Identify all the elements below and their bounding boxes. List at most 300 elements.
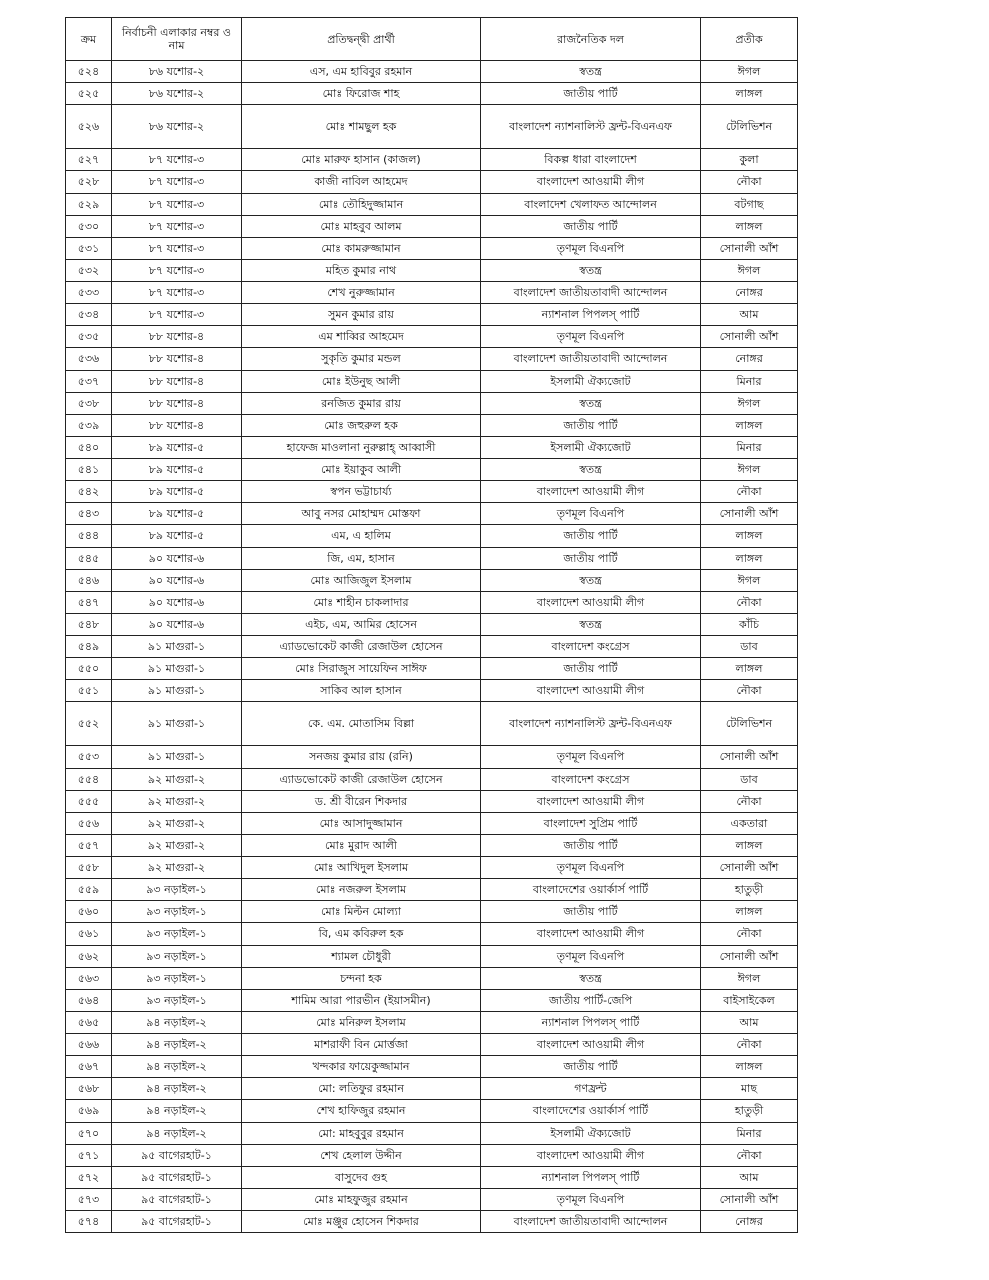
cell-party: ইসলামী ঐক্যজোট bbox=[481, 436, 701, 458]
table-row bbox=[66, 370, 798, 392]
cell-party: তৃণমূল বিএনপি bbox=[481, 746, 701, 768]
cell-candidate: মোঃ মনিরুল ইসলাম bbox=[242, 1011, 481, 1033]
cell-symbol: আম bbox=[701, 1011, 798, 1033]
cell-party: তৃণমূল বিএনপি bbox=[481, 945, 701, 967]
cell-serial: ৫২৭ bbox=[66, 149, 112, 171]
cell-serial: ৫৩৬ bbox=[66, 348, 112, 370]
cell-serial: ৫৭৩ bbox=[66, 1188, 112, 1210]
table-row bbox=[66, 259, 798, 281]
cell-constituency: ৯৪ নড়াইল-২ bbox=[112, 1011, 242, 1033]
table-row bbox=[66, 857, 798, 879]
cell-candidate: মোঃ নজরুল ইসলাম bbox=[242, 879, 481, 901]
cell-candidate: জি, এম, হাসান bbox=[242, 547, 481, 569]
cell-party: বাংলাদেশ কংগ্রেস bbox=[481, 636, 701, 658]
cell-candidate: বাসুদেব গুহ bbox=[242, 1166, 481, 1188]
table-row bbox=[66, 923, 798, 945]
table-row bbox=[66, 1011, 798, 1033]
cell-party: জাতীয় পার্টি bbox=[481, 83, 701, 105]
cell-candidate: মোঃ ইয়াকুব আলী bbox=[242, 459, 481, 481]
table-row bbox=[66, 414, 798, 436]
cell-serial: ৫৫৩ bbox=[66, 746, 112, 768]
cell-symbol: সোনালী আঁশ bbox=[701, 503, 798, 525]
cell-symbol: সোনালী আঁশ bbox=[701, 945, 798, 967]
cell-candidate: শামিম আরা পারভীন (ইয়াসমীন) bbox=[242, 989, 481, 1011]
cell-serial: ৫৩৯ bbox=[66, 414, 112, 436]
cell-party: বাংলাদেশ সুপ্রিম পার্টি bbox=[481, 812, 701, 834]
cell-candidate: মোঃ আজিজুল ইসলাম bbox=[242, 569, 481, 591]
cell-constituency: ৯৩ নড়াইল-১ bbox=[112, 923, 242, 945]
cell-candidate: শেখ নুরুজ্জামান bbox=[242, 282, 481, 304]
cell-symbol: নৌকা bbox=[701, 591, 798, 613]
cell-candidate: মোঃ তৌহিদুজ্জামান bbox=[242, 193, 481, 215]
cell-serial: ৫৩৮ bbox=[66, 392, 112, 414]
cell-symbol: আম bbox=[701, 1166, 798, 1188]
cell-party: জাতীয় পার্টি-জেপি bbox=[481, 989, 701, 1011]
cell-party: বাংলাদেশের ওয়ার্কার্স পার্টি bbox=[481, 1100, 701, 1122]
cell-candidate: মো: মাহবুবুর রহমান bbox=[242, 1122, 481, 1144]
cell-candidate: রনজিত কুমার রায় bbox=[242, 392, 481, 414]
table-row bbox=[66, 945, 798, 967]
cell-serial: ৫২৮ bbox=[66, 171, 112, 193]
cell-candidate: এম, এ হালিম bbox=[242, 525, 481, 547]
table-row bbox=[66, 790, 798, 812]
cell-constituency: ৮৮ যশোর-৪ bbox=[112, 348, 242, 370]
cell-constituency: ৯৪ নড়াইল-২ bbox=[112, 1122, 242, 1144]
cell-serial: ৫৬৭ bbox=[66, 1056, 112, 1078]
cell-constituency: ৯৫ বাগেরহাট-১ bbox=[112, 1166, 242, 1188]
table-row bbox=[66, 1188, 798, 1210]
table-row bbox=[66, 879, 798, 901]
cell-symbol: ঈগল bbox=[701, 259, 798, 281]
cell-constituency: ৮৮ যশোর-৪ bbox=[112, 326, 242, 348]
cell-symbol: বাইসাইকেল bbox=[701, 989, 798, 1011]
cell-party: জাতীয় পার্টি bbox=[481, 414, 701, 436]
cell-symbol: ঈগল bbox=[701, 61, 798, 83]
cell-constituency: ৯৩ নড়াইল-১ bbox=[112, 879, 242, 901]
cell-party: বাংলাদেশ জাতীয়তাবাদী আন্দোলন bbox=[481, 282, 701, 304]
cell-candidate: মোঃ মুরাদ আলী bbox=[242, 834, 481, 856]
cell-candidate: চন্দনা হক bbox=[242, 967, 481, 989]
header-symbol: প্রতীক bbox=[701, 18, 798, 61]
table-row bbox=[66, 636, 798, 658]
cell-symbol: লাঙ্গল bbox=[701, 547, 798, 569]
cell-serial: ৫৩৩ bbox=[66, 282, 112, 304]
table-row bbox=[66, 1100, 798, 1122]
cell-symbol: ডাব bbox=[701, 636, 798, 658]
cell-candidate: মোঃ কামরুজ্জামান bbox=[242, 237, 481, 259]
cell-candidate: সাকিব আল হাসান bbox=[242, 680, 481, 702]
cell-symbol: ঈগল bbox=[701, 967, 798, 989]
cell-candidate: ড. শ্রী বীরেন শিকদার bbox=[242, 790, 481, 812]
cell-symbol: লাঙ্গল bbox=[701, 1056, 798, 1078]
table-row bbox=[66, 392, 798, 414]
cell-party: স্বতন্ত্র bbox=[481, 61, 701, 83]
cell-party: বাংলাদেশ আওয়ামী লীগ bbox=[481, 1034, 701, 1056]
cell-serial: ৫৫৪ bbox=[66, 768, 112, 790]
cell-constituency: ৮৯ যশোর-৫ bbox=[112, 503, 242, 525]
cell-symbol: ঈগল bbox=[701, 459, 798, 481]
cell-serial: ৫৬৯ bbox=[66, 1100, 112, 1122]
table-row bbox=[66, 171, 798, 193]
cell-constituency: ৮৭ যশোর-৩ bbox=[112, 215, 242, 237]
candidate-table bbox=[65, 17, 798, 1233]
cell-candidate: সুমন কুমার রায় bbox=[242, 304, 481, 326]
cell-party: বাংলাদেশ ন্যাশনালিস্ট ফ্রন্ট-বিএনএফ bbox=[481, 702, 701, 746]
cell-symbol: কাঁচি bbox=[701, 613, 798, 635]
cell-party: জাতীয় পার্টি bbox=[481, 834, 701, 856]
cell-constituency: ৯২ মাগুরা-২ bbox=[112, 857, 242, 879]
cell-candidate: মোঃ আখিদুল ইসলাম bbox=[242, 857, 481, 879]
cell-candidate: এ্যাডভোকেট কাজী রেজাউল হোসেন bbox=[242, 768, 481, 790]
cell-party: বাংলাদেশ আওয়ামী লীগ bbox=[481, 171, 701, 193]
cell-party: স্বতন্ত্র bbox=[481, 259, 701, 281]
cell-symbol: নৌকা bbox=[701, 1144, 798, 1166]
cell-constituency: ৮৭ যশোর-৩ bbox=[112, 237, 242, 259]
cell-constituency: ৮৭ যশোর-৩ bbox=[112, 282, 242, 304]
cell-symbol: সোনালী আঁশ bbox=[701, 1188, 798, 1210]
cell-serial: ৫৭০ bbox=[66, 1122, 112, 1144]
cell-serial: ৫৫০ bbox=[66, 658, 112, 680]
header-constituency: নির্বাচনী এলাকার নম্বর ও নাম bbox=[112, 18, 242, 61]
cell-symbol: হাতুড়ী bbox=[701, 879, 798, 901]
cell-constituency: ৮৭ যশোর-৩ bbox=[112, 171, 242, 193]
cell-serial: ৫৫৮ bbox=[66, 857, 112, 879]
cell-symbol: ডাব bbox=[701, 768, 798, 790]
cell-constituency: ৮৯ যশোর-৫ bbox=[112, 436, 242, 458]
cell-constituency: ৮৯ যশোর-৫ bbox=[112, 481, 242, 503]
cell-party: জাতীয় পার্টি bbox=[481, 215, 701, 237]
cell-constituency: ৮৭ যশোর-৩ bbox=[112, 259, 242, 281]
cell-constituency: ৮৭ যশোর-৩ bbox=[112, 149, 242, 171]
cell-constituency: ৮৭ যশোর-৩ bbox=[112, 304, 242, 326]
cell-candidate: মোঃ আসাদুজ্জামান bbox=[242, 812, 481, 834]
cell-party: ন্যাশনাল পিপলস্ পার্টি bbox=[481, 1011, 701, 1033]
cell-symbol: সোনালী আঁশ bbox=[701, 237, 798, 259]
cell-candidate: বি, এম কবিরুল হক bbox=[242, 923, 481, 945]
cell-party: ন্যাশনাল পিপলস্ পার্টি bbox=[481, 304, 701, 326]
cell-symbol: হাতুড়ী bbox=[701, 1100, 798, 1122]
cell-serial: ৫২৬ bbox=[66, 105, 112, 149]
cell-party: স্বতন্ত্র bbox=[481, 967, 701, 989]
table-row bbox=[66, 768, 798, 790]
table-row bbox=[66, 547, 798, 569]
cell-constituency: ৯০ যশোর-৬ bbox=[112, 613, 242, 635]
cell-constituency: ৮৬ যশোর-২ bbox=[112, 83, 242, 105]
cell-party: জাতীয় পার্টি bbox=[481, 525, 701, 547]
cell-serial: ৫৬১ bbox=[66, 923, 112, 945]
table-row bbox=[66, 680, 798, 702]
cell-constituency: ৯৪ নড়াইল-২ bbox=[112, 1078, 242, 1100]
cell-serial: ৫৬৬ bbox=[66, 1034, 112, 1056]
cell-party: বাংলাদেশ কংগ্রেস bbox=[481, 768, 701, 790]
cell-serial: ৫৪৭ bbox=[66, 591, 112, 613]
cell-symbol: নোঙ্গর bbox=[701, 348, 798, 370]
cell-serial: ৫৭৪ bbox=[66, 1211, 112, 1233]
table-row bbox=[66, 503, 798, 525]
cell-party: তৃণমূল বিএনপি bbox=[481, 857, 701, 879]
table-row bbox=[66, 746, 798, 768]
cell-candidate: এম শাব্বির আহমেদ bbox=[242, 326, 481, 348]
table-row bbox=[66, 149, 798, 171]
table-row bbox=[66, 591, 798, 613]
cell-party: বাংলাদেশের ওয়ার্কার্স পার্টি bbox=[481, 879, 701, 901]
header-party: রাজনৈতিক দল bbox=[481, 18, 701, 61]
cell-symbol: লাঙ্গল bbox=[701, 215, 798, 237]
cell-candidate: মোঃ মাহফুজুর রহমান bbox=[242, 1188, 481, 1210]
cell-serial: ৫৬৫ bbox=[66, 1011, 112, 1033]
cell-symbol: নৌকা bbox=[701, 790, 798, 812]
cell-symbol: নৌকা bbox=[701, 171, 798, 193]
cell-party: স্বতন্ত্র bbox=[481, 569, 701, 591]
cell-party: তৃণমূল বিএনপি bbox=[481, 1188, 701, 1210]
table-row bbox=[66, 348, 798, 370]
cell-symbol: মাছ bbox=[701, 1078, 798, 1100]
cell-party: বাংলাদেশ আওয়ামী লীগ bbox=[481, 790, 701, 812]
table-row bbox=[66, 1144, 798, 1166]
cell-serial: ৫২৯ bbox=[66, 193, 112, 215]
cell-party: জাতীয় পার্টি bbox=[481, 658, 701, 680]
table-body bbox=[66, 61, 798, 1233]
table-row bbox=[66, 237, 798, 259]
cell-constituency: ৯৪ নড়াইল-২ bbox=[112, 1056, 242, 1078]
cell-serial: ৫৫৫ bbox=[66, 790, 112, 812]
cell-constituency: ৮৮ যশোর-৪ bbox=[112, 370, 242, 392]
cell-constituency: ৯৩ নড়াইল-১ bbox=[112, 945, 242, 967]
cell-candidate: মোঃ জহুরুল হক bbox=[242, 414, 481, 436]
cell-party: বাংলাদেশ আওয়ামী লীগ bbox=[481, 923, 701, 945]
cell-symbol: লাঙ্গল bbox=[701, 525, 798, 547]
cell-party: বিকল্প ধারা বাংলাদেশ bbox=[481, 149, 701, 171]
cell-candidate: মোঃ মিল্টন মোল্যা bbox=[242, 901, 481, 923]
cell-candidate: শেখ হাফিজুর রহমান bbox=[242, 1100, 481, 1122]
table-row bbox=[66, 1211, 798, 1233]
cell-symbol: লাঙ্গল bbox=[701, 83, 798, 105]
cell-serial: ৫৭২ bbox=[66, 1166, 112, 1188]
cell-serial: ৫৬৩ bbox=[66, 967, 112, 989]
cell-party: স্বতন্ত্র bbox=[481, 613, 701, 635]
cell-party: জাতীয় পার্টি bbox=[481, 901, 701, 923]
cell-symbol: সোনালী আঁশ bbox=[701, 746, 798, 768]
cell-constituency: ৯০ যশোর-৬ bbox=[112, 569, 242, 591]
cell-constituency: ৯৫ বাগেরহাট-১ bbox=[112, 1188, 242, 1210]
table-row bbox=[66, 1056, 798, 1078]
cell-constituency: ৯৫ বাগেরহাট-১ bbox=[112, 1211, 242, 1233]
cell-symbol: নৌকা bbox=[701, 1034, 798, 1056]
cell-party: স্বতন্ত্র bbox=[481, 459, 701, 481]
table-row bbox=[66, 1166, 798, 1188]
cell-candidate: এস, এম হাবিবুর রহমান bbox=[242, 61, 481, 83]
cell-party: জাতীয় পার্টি bbox=[481, 1056, 701, 1078]
cell-candidate: সুকৃতি কুমার মন্ডল bbox=[242, 348, 481, 370]
cell-serial: ৫৪৮ bbox=[66, 613, 112, 635]
cell-constituency: ৯৩ নড়াইল-১ bbox=[112, 967, 242, 989]
table-row bbox=[66, 282, 798, 304]
cell-candidate: মোঃ ফিরোজ শাহ bbox=[242, 83, 481, 105]
cell-serial: ৫৬৪ bbox=[66, 989, 112, 1011]
cell-party: ন্যাশনাল পিপলস্ পার্টি bbox=[481, 1166, 701, 1188]
cell-constituency: ৯৪ নড়াইল-২ bbox=[112, 1100, 242, 1122]
cell-candidate: মোঃ ইউনুছ আলী bbox=[242, 370, 481, 392]
cell-candidate: মোঃ সিরাজুস সায়েফিন সাঈফ bbox=[242, 658, 481, 680]
cell-symbol: টেলিভিশন bbox=[701, 702, 798, 746]
cell-symbol: বটগাছ bbox=[701, 193, 798, 215]
cell-serial: ৫৪৫ bbox=[66, 547, 112, 569]
cell-candidate: মোঃ শাহীন চাকলাদার bbox=[242, 591, 481, 613]
cell-serial: ৫৬০ bbox=[66, 901, 112, 923]
table-row bbox=[66, 436, 798, 458]
cell-candidate: এ্যাডভোকেট কাজী রেজাউল হোসেন bbox=[242, 636, 481, 658]
cell-party: বাংলাদেশ আওয়ামী লীগ bbox=[481, 591, 701, 613]
cell-candidate: খন্দকার ফায়েকুজ্জামান bbox=[242, 1056, 481, 1078]
cell-party: জাতীয় পার্টি bbox=[481, 547, 701, 569]
cell-candidate: মোঃ মাহবুব আলম bbox=[242, 215, 481, 237]
table-row bbox=[66, 834, 798, 856]
table-row bbox=[66, 702, 798, 746]
cell-party: তৃণমূল বিএনপি bbox=[481, 237, 701, 259]
cell-serial: ৫৪৩ bbox=[66, 503, 112, 525]
cell-symbol: লাঙ্গল bbox=[701, 658, 798, 680]
cell-serial: ৫৪৪ bbox=[66, 525, 112, 547]
cell-symbol: কুলা bbox=[701, 149, 798, 171]
cell-serial: ৫৪৬ bbox=[66, 569, 112, 591]
header-serial: ক্রম bbox=[66, 18, 112, 61]
cell-symbol: মিনার bbox=[701, 436, 798, 458]
cell-serial: ৫৪১ bbox=[66, 459, 112, 481]
table-row bbox=[66, 326, 798, 348]
cell-candidate: মোঃ শামছুল হক bbox=[242, 105, 481, 149]
cell-symbol: লাঙ্গল bbox=[701, 834, 798, 856]
cell-party: ইসলামী ঐক্যজোট bbox=[481, 1122, 701, 1144]
table-row bbox=[66, 989, 798, 1011]
cell-constituency: ৯২ মাগুরা-২ bbox=[112, 812, 242, 834]
cell-candidate: মোঃ মঞ্জুর হোসেন শিকদার bbox=[242, 1211, 481, 1233]
cell-constituency: ৮৬ যশোর-২ bbox=[112, 105, 242, 149]
cell-constituency: ৮৯ যশোর-৫ bbox=[112, 459, 242, 481]
cell-serial: ৫৩৪ bbox=[66, 304, 112, 326]
cell-party: বাংলাদেশ জাতীয়তাবাদী আন্দোলন bbox=[481, 1211, 701, 1233]
cell-serial: ৫২৪ bbox=[66, 61, 112, 83]
cell-serial: ৫৬৮ bbox=[66, 1078, 112, 1100]
cell-candidate: এইচ, এম, আমির হোসেন bbox=[242, 613, 481, 635]
cell-serial: ৫৪০ bbox=[66, 436, 112, 458]
cell-candidate: মহিত কুমার নাথ bbox=[242, 259, 481, 281]
cell-symbol: ঈগল bbox=[701, 569, 798, 591]
cell-candidate: স্বপন ভট্টাচার্য্য bbox=[242, 481, 481, 503]
cell-party: বাংলাদেশ জাতীয়তাবাদী আন্দোলন bbox=[481, 348, 701, 370]
table-row bbox=[66, 215, 798, 237]
cell-serial: ৫৭১ bbox=[66, 1144, 112, 1166]
cell-serial: ৫৫৯ bbox=[66, 879, 112, 901]
cell-constituency: ৮৮ যশোর-৪ bbox=[112, 414, 242, 436]
cell-constituency: ৯০ যশোর-৬ bbox=[112, 547, 242, 569]
cell-candidate: মোঃ মারুফ হাসান (কাজল) bbox=[242, 149, 481, 171]
cell-candidate: সনজয় কুমার রায় (রনি) bbox=[242, 746, 481, 768]
cell-candidate: হাফেজ মাওলানা নুরুল্লাহ্ আব্বাসী bbox=[242, 436, 481, 458]
table-row bbox=[66, 1034, 798, 1056]
cell-constituency: ৯৩ নড়াইল-১ bbox=[112, 901, 242, 923]
cell-constituency: ৯১ মাগুরা-১ bbox=[112, 636, 242, 658]
table-header bbox=[66, 18, 798, 61]
cell-symbol: লাঙ্গল bbox=[701, 901, 798, 923]
cell-serial: ৫৩৫ bbox=[66, 326, 112, 348]
table-row bbox=[66, 613, 798, 635]
cell-party: স্বতন্ত্র bbox=[481, 392, 701, 414]
header-row bbox=[66, 18, 798, 61]
cell-serial: ৫৫৭ bbox=[66, 834, 112, 856]
cell-party: বাংলাদেশ আওয়ামী লীগ bbox=[481, 680, 701, 702]
cell-candidate: শেখ হেলাল উদ্দীন bbox=[242, 1144, 481, 1166]
cell-constituency: ৯৪ নড়াইল-২ bbox=[112, 1034, 242, 1056]
cell-constituency: ৯১ মাগুরা-১ bbox=[112, 702, 242, 746]
table-row bbox=[66, 193, 798, 215]
table-row bbox=[66, 459, 798, 481]
cell-constituency: ৯২ মাগুরা-২ bbox=[112, 768, 242, 790]
cell-constituency: ৯৫ বাগেরহাট-১ bbox=[112, 1144, 242, 1166]
table-row bbox=[66, 812, 798, 834]
cell-symbol: নৌকা bbox=[701, 680, 798, 702]
table-row bbox=[66, 61, 798, 83]
cell-symbol: নৌকা bbox=[701, 923, 798, 945]
cell-serial: ৫৫১ bbox=[66, 680, 112, 702]
cell-serial: ৫৩০ bbox=[66, 215, 112, 237]
cell-candidate: মো: লতিফুর রহমান bbox=[242, 1078, 481, 1100]
header-candidate: প্রতিদ্বন্দ্বী প্রার্থী bbox=[242, 18, 481, 61]
cell-party: ইসলামী ঐক্যজোট bbox=[481, 370, 701, 392]
cell-party: বাংলাদেশ ন্যাশনালিস্ট ফ্রন্ট-বিএনএফ bbox=[481, 105, 701, 149]
cell-constituency: ৯২ মাগুরা-২ bbox=[112, 790, 242, 812]
cell-constituency: ৮৮ যশোর-৪ bbox=[112, 392, 242, 414]
cell-serial: ৫৫৬ bbox=[66, 812, 112, 834]
cell-constituency: ৯২ মাগুরা-২ bbox=[112, 834, 242, 856]
table-row bbox=[66, 525, 798, 547]
cell-symbol: সোনালী আঁশ bbox=[701, 326, 798, 348]
table-row bbox=[66, 1122, 798, 1144]
cell-candidate: শ্যামল চৌধুরী bbox=[242, 945, 481, 967]
cell-constituency: ৯১ মাগুরা-১ bbox=[112, 658, 242, 680]
cell-serial: ৫৪২ bbox=[66, 481, 112, 503]
cell-constituency: ৮৭ যশোর-৩ bbox=[112, 193, 242, 215]
cell-constituency: ৯১ মাগুরা-১ bbox=[112, 680, 242, 702]
cell-candidate: কাজী নাবিল আহমেদ bbox=[242, 171, 481, 193]
cell-serial: ৫৩১ bbox=[66, 237, 112, 259]
cell-constituency: ৯০ যশোর-৬ bbox=[112, 591, 242, 613]
cell-symbol: নোঙ্গর bbox=[701, 282, 798, 304]
table-row bbox=[66, 901, 798, 923]
cell-symbol: নৌকা bbox=[701, 481, 798, 503]
cell-party: বাংলাদেশ খেলাফত আন্দোলন bbox=[481, 193, 701, 215]
table-row bbox=[66, 658, 798, 680]
cell-symbol: মিনার bbox=[701, 370, 798, 392]
cell-symbol: নোঙ্গর bbox=[701, 1211, 798, 1233]
table-row bbox=[66, 1078, 798, 1100]
cell-candidate: কে. এম. মোতাসিম বিল্লা bbox=[242, 702, 481, 746]
cell-candidate: আবু নসর মোহাম্মদ মোস্তফা bbox=[242, 503, 481, 525]
cell-party: তৃণমূল বিএনপি bbox=[481, 503, 701, 525]
cell-symbol: মিনার bbox=[701, 1122, 798, 1144]
table-row bbox=[66, 967, 798, 989]
cell-serial: ৫৩২ bbox=[66, 259, 112, 281]
cell-constituency: ৮৯ যশোর-৫ bbox=[112, 525, 242, 547]
cell-symbol: একতারা bbox=[701, 812, 798, 834]
table-row bbox=[66, 304, 798, 326]
table-row bbox=[66, 105, 798, 149]
table-row bbox=[66, 83, 798, 105]
cell-candidate: মাশরাফী বিন মোর্ত্তজা bbox=[242, 1034, 481, 1056]
cell-symbol: ঈগল bbox=[701, 392, 798, 414]
cell-party: বাংলাদেশ আওয়ামী লীগ bbox=[481, 1144, 701, 1166]
cell-serial: ৫৫২ bbox=[66, 702, 112, 746]
cell-constituency: ৮৬ যশোর-২ bbox=[112, 61, 242, 83]
